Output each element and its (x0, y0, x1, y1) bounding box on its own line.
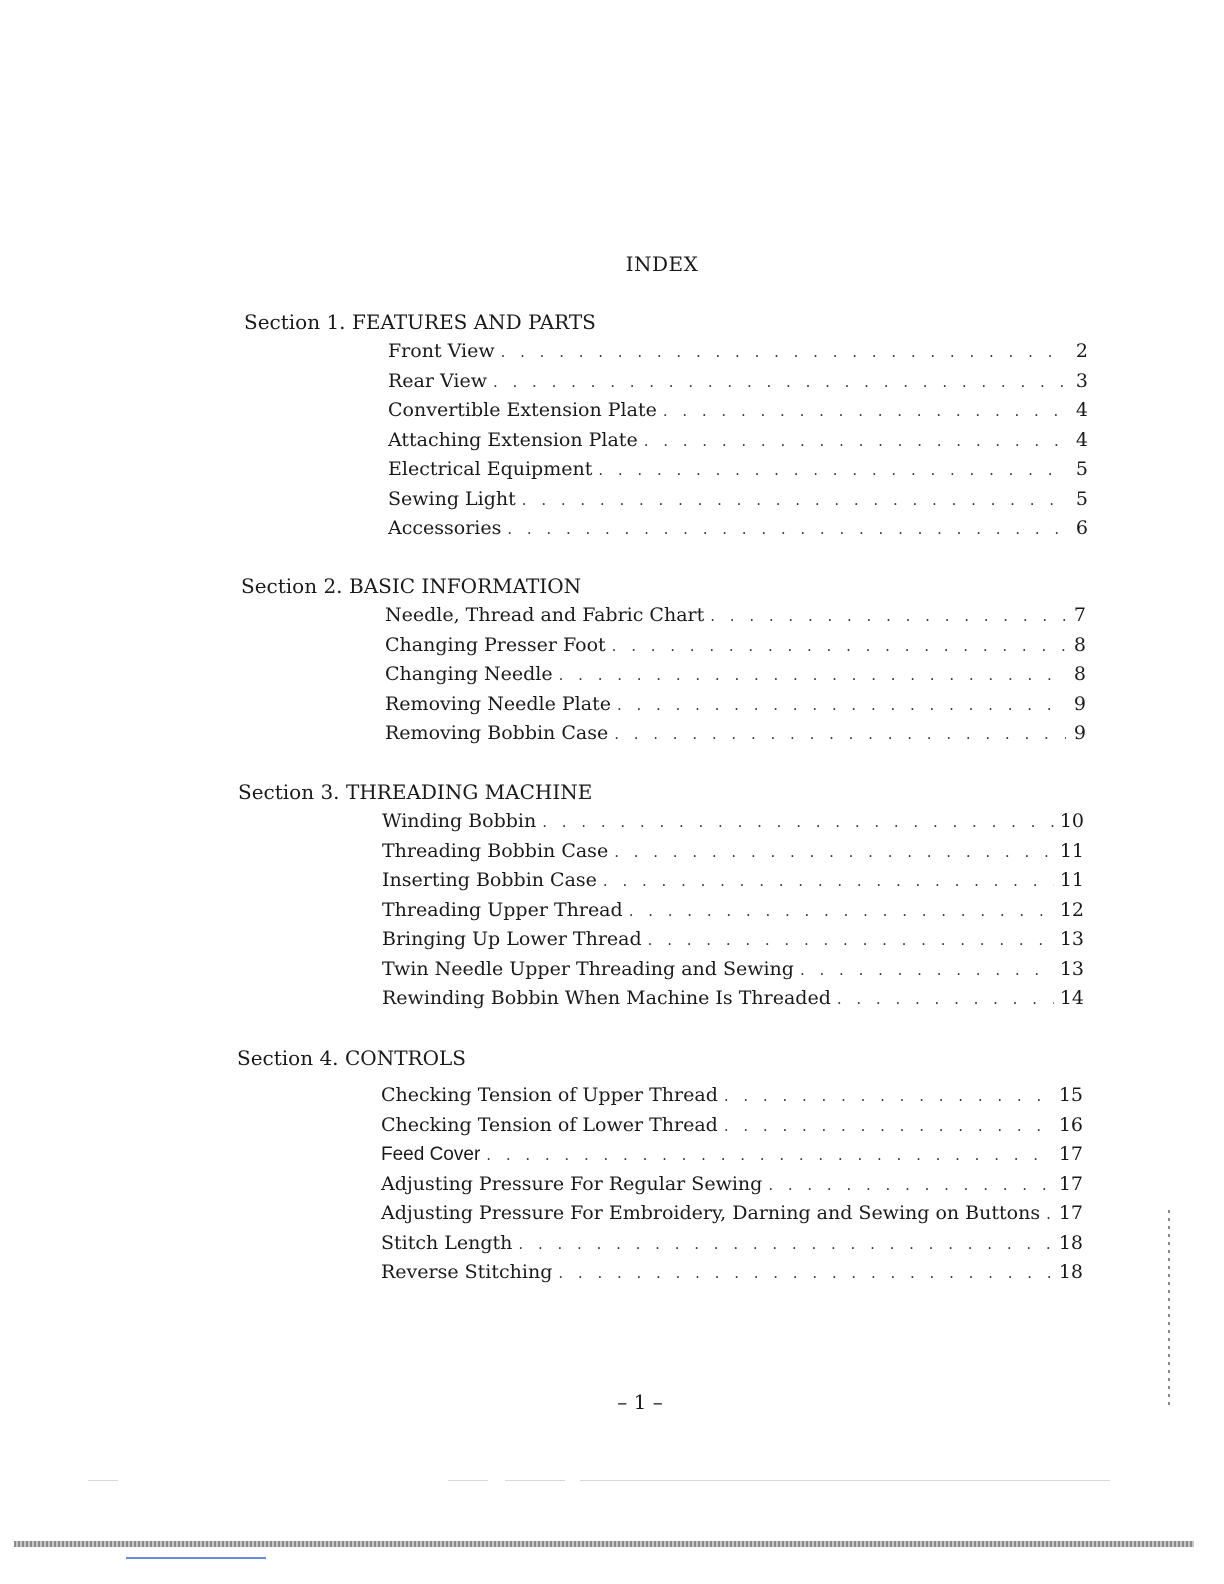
dot-leader (800, 956, 1054, 986)
dot-leader (614, 838, 1054, 868)
index-entry[interactable] (385, 690, 1086, 720)
entry-label: Needle, Thread and Fabric Chart (385, 604, 705, 626)
entry-label: Removing Needle Plate (385, 692, 611, 715)
section-entries (241, 601, 1086, 749)
dot-leader (724, 1112, 1053, 1142)
dot-leader (493, 368, 1068, 398)
index-entry[interactable] (382, 866, 1084, 896)
section-entries (244, 337, 1088, 544)
entry-page: 14 (1059, 987, 1084, 1009)
index-entry[interactable] (381, 1140, 1083, 1170)
scan-faint-line (88, 1480, 118, 1481)
section-entries (238, 807, 1084, 1014)
entry-page: 18 (1058, 1231, 1083, 1254)
index-entry[interactable] (385, 719, 1086, 749)
entry-page: 18 (1058, 1261, 1083, 1283)
entry-page: 4 (1075, 399, 1088, 421)
entry-page: 5 (1075, 487, 1088, 510)
entry-label: Rewinding Bobbin When Machine Is Threaded (382, 987, 831, 1009)
entry-label: Threading Upper Thread (382, 898, 623, 921)
index-entry[interactable] (385, 631, 1086, 661)
section-number: Section 4. (237, 1046, 339, 1070)
index-entry[interactable] (382, 807, 1084, 837)
index-entry[interactable] (381, 1111, 1083, 1141)
section-2 (241, 571, 1086, 749)
entry-page: 11 (1059, 839, 1084, 862)
entry-page: 16 (1058, 1113, 1083, 1136)
entry-label: Feed Cover (381, 1144, 481, 1165)
index-title: INDEX (625, 252, 699, 276)
entry-page: 17 (1058, 1202, 1083, 1224)
dot-leader (617, 691, 1066, 721)
dot-leader (598, 456, 1068, 486)
entry-page: 13 (1059, 957, 1084, 980)
scan-faint-line (580, 1480, 1110, 1481)
index-entry[interactable] (388, 514, 1088, 544)
entry-label: Adjusting Pressure For Regular Sewing (381, 1172, 763, 1195)
entry-page: 15 (1058, 1084, 1083, 1106)
section-entries (237, 1081, 1083, 1288)
dot-leader (501, 338, 1068, 368)
entry-label: Changing Needle (385, 663, 553, 685)
index-entry[interactable] (382, 955, 1084, 985)
entry-page: 6 (1075, 517, 1088, 539)
entry-label: Adjusting Pressure For Embroidery, Darning and Sewing on Buttons (381, 1202, 1041, 1224)
index-entry[interactable] (381, 1199, 1083, 1229)
entry-page: 3 (1075, 369, 1088, 392)
dot-leader (612, 632, 1066, 662)
entry-label: Front View (388, 340, 495, 362)
entry-label: Sewing Light (388, 487, 516, 510)
entry-page: 2 (1075, 340, 1088, 362)
section-heading (237, 1043, 1083, 1073)
index-entry[interactable] (381, 1170, 1083, 1200)
dot-leader (1046, 1200, 1053, 1230)
dot-leader (724, 1082, 1053, 1112)
dot-leader (644, 427, 1068, 457)
entry-label: Removing Bobbin Case (385, 722, 609, 744)
index-entry[interactable] (382, 896, 1084, 926)
entry-page: 17 (1058, 1143, 1083, 1165)
dot-leader (522, 486, 1068, 516)
dot-leader (507, 515, 1068, 545)
entry-label: Electrical Equipment (388, 458, 593, 480)
index-entry[interactable] (381, 1229, 1083, 1259)
entry-page: 17 (1058, 1172, 1083, 1195)
dot-leader (486, 1141, 1053, 1171)
index-entry[interactable] (381, 1258, 1083, 1288)
entry-label: Reverse Stitching (381, 1261, 553, 1283)
entry-page: 8 (1073, 663, 1086, 685)
dot-leader (542, 808, 1054, 838)
entry-label: Accessories (388, 517, 502, 539)
entry-label: Stitch Length (381, 1231, 513, 1254)
entry-label: Twin Needle Upper Threading and Sewing (382, 957, 794, 980)
dot-leader (768, 1171, 1053, 1201)
entry-page: 9 (1073, 722, 1086, 744)
index-entry[interactable] (388, 426, 1088, 456)
index-entry[interactable] (388, 367, 1088, 397)
scan-bottom-band (14, 1541, 1194, 1547)
index-entry[interactable] (382, 925, 1084, 955)
section-title: BASIC INFORMATION (349, 574, 582, 598)
entry-page: 13 (1059, 928, 1084, 950)
entry-page: 7 (1073, 604, 1086, 626)
dot-leader (558, 1259, 1052, 1289)
section-number: Section 1. (244, 310, 346, 334)
entry-page: 5 (1075, 458, 1088, 480)
index-entry[interactable] (388, 337, 1088, 367)
entry-label: Bringing Up Lower Thread (382, 928, 642, 950)
dot-leader (629, 897, 1054, 927)
entry-page: 9 (1073, 692, 1086, 715)
index-entry[interactable] (381, 1081, 1083, 1111)
entry-page: 10 (1059, 810, 1084, 832)
index-entry[interactable] (388, 485, 1088, 515)
dot-leader (837, 985, 1054, 1015)
entry-label: Checking Tension of Upper Thread (381, 1084, 718, 1106)
entry-label: Changing Presser Foot (385, 633, 606, 656)
dot-leader (710, 602, 1066, 632)
entry-label: Inserting Bobbin Case (382, 869, 597, 891)
entry-label: Winding Bobbin (382, 810, 537, 832)
section-title: THREADING MACHINE (346, 780, 593, 804)
entry-label: Rear View (388, 369, 487, 392)
entry-label: Attaching Extension Plate (388, 428, 638, 451)
page-number: – 1 – (617, 1390, 663, 1414)
dot-leader (648, 926, 1054, 956)
section-number: Section 3. (238, 780, 340, 804)
section-1 (244, 307, 1088, 544)
section-heading (241, 571, 1086, 601)
section-title: FEATURES AND PARTS (352, 310, 596, 334)
entry-label: Convertible Extension Plate (388, 399, 657, 421)
index-entry[interactable] (388, 396, 1088, 426)
entry-page: 11 (1059, 869, 1084, 891)
dot-leader (559, 661, 1066, 691)
index-entry[interactable] (385, 601, 1086, 631)
index-entry[interactable] (385, 660, 1086, 690)
section-4 (237, 1043, 1083, 1288)
section-heading (244, 307, 1088, 337)
scan-faint-line (448, 1480, 488, 1481)
scan-blue-line (126, 1557, 266, 1559)
entry-label: Checking Tension of Lower Thread (381, 1113, 718, 1136)
entry-page: 8 (1073, 633, 1086, 656)
entry-label: Threading Bobbin Case (382, 839, 609, 862)
scan-margin-mark (1168, 1210, 1170, 1410)
section-title: CONTROLS (345, 1046, 466, 1070)
entry-page: 4 (1075, 428, 1088, 451)
section-number: Section 2. (241, 574, 343, 598)
dot-leader (603, 867, 1054, 897)
dot-leader (663, 397, 1068, 427)
entry-page: 12 (1059, 898, 1084, 921)
dot-leader (518, 1230, 1052, 1260)
section-heading (238, 777, 1084, 807)
section-3 (238, 777, 1084, 1014)
scan-faint-line (505, 1480, 565, 1481)
index-entry[interactable] (382, 984, 1084, 1014)
dot-leader (614, 720, 1066, 750)
index-entry[interactable] (388, 455, 1088, 485)
index-entry[interactable] (382, 837, 1084, 867)
